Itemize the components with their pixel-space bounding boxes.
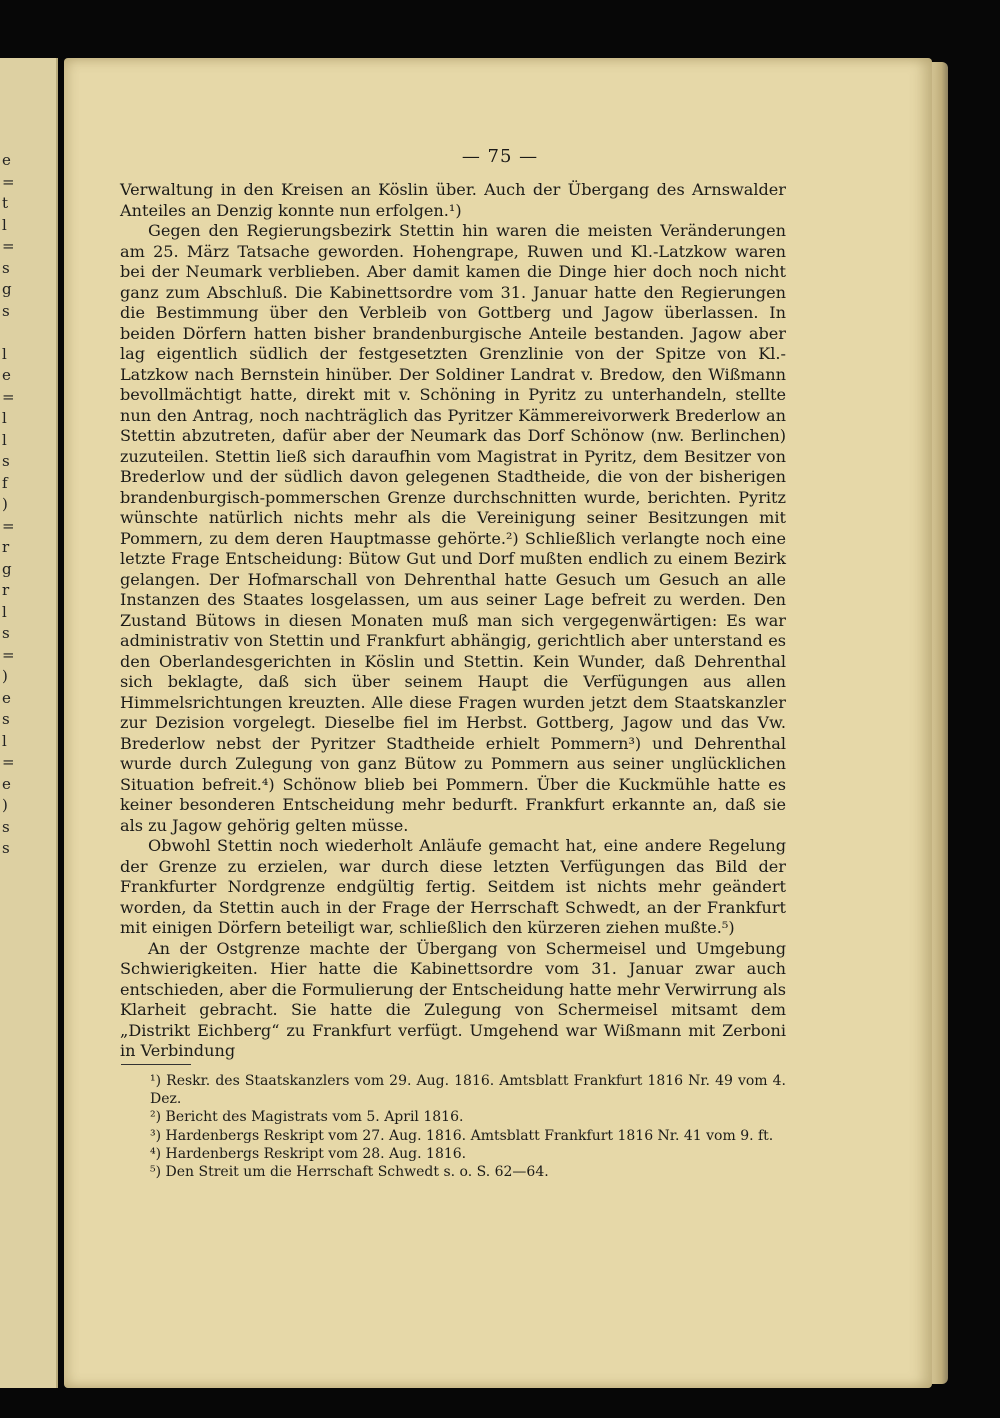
left-edge-char: ) [2,667,8,685]
paragraph-4: An der Ostgrenze machte der Übergang von Schermeisel und Umgebung Schwierigkeiten. Hier hatte die Kabinettsordre vom 31. Januar zwar auch entschieden, aber die Formulierung der Entscheidung hatte mehr Verwirrung als Klarheit gebracht. Sie hatte die Zulegung von Schermeisel mitsamt dem „Distrikt Eichberg“ zu Frankfurt verfügt. Umgehend war Wißmann mit Zerboni in Verbindung [120,938,786,1060]
left-edge-char: s [2,839,10,857]
footnote-mark: ⁴) [150,1145,162,1162]
footnote-5 [120,1163,786,1181]
footnote-text: Reskr. des Staatskanzlers vom 29. Aug. 1816. Amtsblatt Frankfurt 1816 Nr. 49 vom 4. Dez. [150,1073,787,1108]
paragraph-3: Obwohl Stettin noch wiederholt Anläufe gemacht hat, eine andere Regelung der Grenze zu erzielen, war durch diese letzten Verfügungen das Bild der Frankfurter Nordgrenze endgültig fertig. Seitdem ist nichts mehr geändert worden, da Stettin auch in der Frage der Herrschaft Schwedt, an der Frankfurt mit einigen Dörfern beteiligt war, schließlich den kürzeren ziehen mußte.⁵) [120,836,786,937]
left-edge-char: g [2,559,12,578]
left-edge-char: = [2,172,15,191]
footnote-mark: ¹) [150,1073,162,1089]
footnote-4 [120,1145,786,1163]
paragraph-1: Verwaltung in den Kreisen an Köslin über. Auch der Übergang des Arnswalder Anteiles an Denzig konnte nun erfolgen.¹) [120,180,786,220]
left-edge-char: e [2,151,11,169]
paragraph-2: Gegen den Regierungsbezirk Stettin hin waren die meisten Veränderungen am 25. März Tatsache geworden. Hohengrape, Ruwen und Kl.-Latzkow waren bei der Neumark verblieben. Aber damit kamen die Dinge hier doch noch nicht ganz zum Abschluß. Die Kabinettsordre vom 31. Januar hatte den Regierungen die Bestimmung über den Verbleib von Gottberg und Jagow überlassen. In beiden Dörfern hatten bisher brandenburgische Anteile bestanden. Jagow aber lag eigentlich südlich der festgesetzten Grenzlinie von der Spitze von Kl.-Latzkow nach Bernstein hinüber. Der Soldiner Landrat v. Bredow, den Wißmann bevollmächtigt hatte, direkt mit v. Schöning in Pyritz zu unterhandeln, stellte nun den Antrag, noch nachträglich das Pyritzer Kämmereivorwerk Brederlow an Stettin abzutreten, dafür aber der Neumark das Dorf Schönow (nw. Berlinchen) zuzuteilen. Stettin ließ sich daraufhin vom Magistrat in Pyritz, dem Besitzer von Brederlow und der südlich davon gelegenen Stadtheide, die von der bisherigen brandenburgisch-pommerschen Grenze durchschnitten wurde, berichten. Pyritz wünschte natürlich nichts mehr als die Vereinigung seiner Besitzungen mit Pommern, zu dem deren Hauptmasse gehörte.²) Schließlich verlangte noch eine letzte Frage Entscheidung: Bütow Gut und Dorf mußten endlich zu einem Bezirk gelangen. Der Hofmarschall von Dehrenthal hatte Gesuch um Gesuch an alle Instanzen des Staates losgelassen, um aus seiner Lage befreit zu werden. Den Zustand Bütows in diesen Monaten muß man sich vergegenwärtigen: Es war administrativ von Stettin und Frankfurt abhängig, gerichtlich aber unterstand es den Oberlandesgerichten in Köslin und Stettin. Kein Wunder, daß Dehrenthal sich beklagte, daß sich über seinem Haupt die Verfügungen aus allen Himmelsrichtungen kreuzten. Alle diese Fragen wurden jetzt dem Staatskanzler zur Dezision vorgelegt. Dieselbe fiel im Herbst. Gottberg, Jagow und das Vw. Brederlow nebst der Pyritzer Stadtheide erhielt Pommern³) und Dehrenthal wurde durch Zulegung von ganz Bütow zu Pommern aus seiner unglücklichen Situation befreit.⁴) Schönow blieb bei Pommern. Über die Kuckmühle hatte es keiner besonderen Entscheidung mehr bedurft. Frankfurt erkannte an, daß sie als zu Jagow gehörig gelten müsse. [120,221,786,835]
left-edge-char: s [2,624,10,642]
footnote-rule [121,1064,191,1065]
footnotes [120,1072,786,1181]
left-edge-char: l [2,344,7,363]
left-edge-char: e [2,688,11,707]
footnote-3 [120,1127,786,1145]
left-edge-char [0,322,12,344]
left-edge-char: = [2,516,15,535]
footnote-text: Hardenbergs Reskript vom 28. Aug. 1816. [165,1145,467,1162]
left-edge-char: t [2,194,9,212]
left-page-text-fragments [0,150,15,870]
left-edge-char: ) [2,495,8,513]
footnote-text: Den Streit um die Herrschaft Schwedt s. o. S. 62—64. [165,1164,549,1181]
left-edge-char: l [2,731,7,750]
footnote-mark: ⁵) [150,1164,162,1181]
body-text [120,180,786,1062]
left-edge-char: e [2,366,11,384]
footnote-mark: ²) [150,1109,162,1126]
left-edge-char: s [2,452,10,470]
left-edge-char: ) [2,796,8,814]
left-edge-char: s [2,710,10,728]
left-edge-char: f [2,473,8,492]
left-edge-char: l [2,430,7,449]
left-edge-char: l [2,602,7,621]
left-edge-char: s [2,258,10,277]
left-edge-char: = [2,645,15,664]
left-edge-char: s [2,817,10,836]
left-edge-char: g [2,280,12,298]
footnote-1 [120,1072,786,1108]
left-edge-char: e [2,774,11,793]
left-edge-char: = [2,753,15,771]
footnote-mark: ³) [150,1127,162,1144]
page-number: — 75 — [461,146,539,167]
footnote-text: Bericht des Magistrats vom 5. April 1816. [165,1109,464,1126]
footnote-text: Hardenbergs Reskript vom 27. Aug. 1816. Amtsblatt Frankfurt 1816 Nr. 41 vom 9. ft. [165,1127,774,1144]
left-edge-char: r [2,581,10,599]
left-edge-char: l [2,215,7,234]
left-edge-char: s [2,301,10,320]
left-edge-char: r [2,538,10,556]
left-edge-char: = [2,237,15,255]
left-edge-char: l [2,409,7,427]
left-edge-char: = [2,387,15,406]
footnote-2 [120,1108,786,1126]
